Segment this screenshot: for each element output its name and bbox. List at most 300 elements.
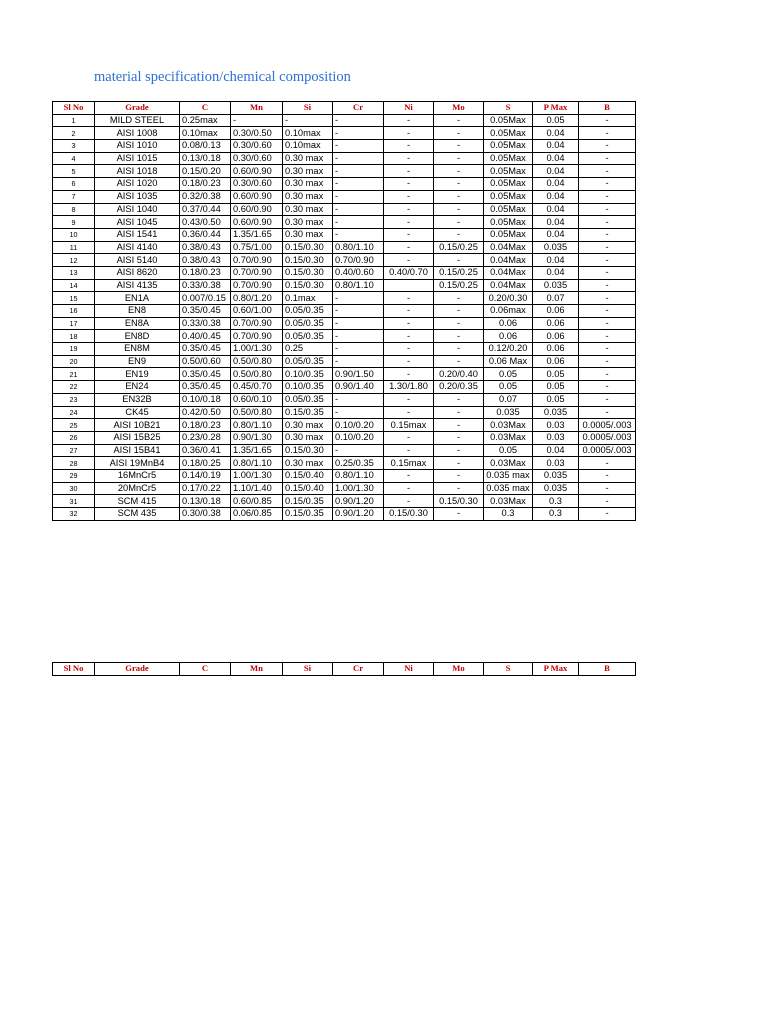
- column-header: Grade: [95, 663, 180, 676]
- table-cell: 0.90/1.40: [333, 381, 384, 394]
- table-cell: 0.06: [484, 330, 533, 343]
- table-cell: 0.18/0.23: [180, 178, 231, 191]
- table-cell: 20: [53, 355, 95, 368]
- table-cell: EN8A: [95, 317, 180, 330]
- table-cell: MILD STEEL: [95, 114, 180, 127]
- composition-table: [52, 101, 636, 521]
- table-cell: -: [579, 381, 636, 394]
- table-cell: 0.30 max: [283, 419, 333, 432]
- table-cell: 0.15/0.30: [434, 495, 484, 508]
- table-cell: AISI 1018: [95, 165, 180, 178]
- table-cell: 24: [53, 406, 95, 419]
- table-cell: -: [434, 431, 484, 444]
- table-cell: AISI 15B25: [95, 431, 180, 444]
- table-cell: -: [384, 190, 434, 203]
- table-cell: EN8D: [95, 330, 180, 343]
- table-cell: -: [384, 355, 434, 368]
- table-cell: 0.30 max: [283, 228, 333, 241]
- table-cell: 1: [53, 114, 95, 127]
- table-cell: -: [434, 203, 484, 216]
- table-row: [53, 393, 636, 406]
- table-cell: -: [384, 216, 434, 229]
- table-cell: 0.007/0.15: [180, 292, 231, 305]
- table-cell: -: [384, 406, 434, 419]
- table-cell: 8: [53, 203, 95, 216]
- table-cell: 0.05/0.35: [283, 317, 333, 330]
- table-cell: 0.15/0.30: [283, 279, 333, 292]
- table-cell: 0.04Max: [484, 241, 533, 254]
- table-cell: 0.06 Max: [484, 355, 533, 368]
- table-cell: 0.90/1.20: [333, 508, 384, 521]
- table-cell: -: [434, 330, 484, 343]
- table-cell: AISI 5140: [95, 254, 180, 267]
- table-cell: -: [434, 355, 484, 368]
- table-cell: AISI 1541: [95, 228, 180, 241]
- table-cell: EN1A: [95, 292, 180, 305]
- table-cell: EN8: [95, 305, 180, 318]
- table-row: [53, 444, 636, 457]
- table-cell: 0.035: [533, 241, 579, 254]
- table-cell: 19: [53, 343, 95, 356]
- table-cell: 26: [53, 431, 95, 444]
- table-cell: AISI 1035: [95, 190, 180, 203]
- table-cell: 0.04Max: [484, 254, 533, 267]
- table-cell: -: [434, 165, 484, 178]
- table-cell: -: [333, 114, 384, 127]
- column-header: Si: [283, 663, 333, 676]
- table-cell: 0.80/1.10: [333, 241, 384, 254]
- table-cell: 0.05: [484, 381, 533, 394]
- column-header: Mo: [434, 102, 484, 115]
- table-cell: 0.40/0.60: [333, 266, 384, 279]
- table-cell: 0.50/0.60: [180, 355, 231, 368]
- table-cell: -: [434, 317, 484, 330]
- table-cell: -: [579, 482, 636, 495]
- table-cell: 0.15/0.35: [283, 406, 333, 419]
- table-cell: EN24: [95, 381, 180, 394]
- table-cell: 0.30/0.60: [231, 152, 283, 165]
- table-cell: 0.36/0.41: [180, 444, 231, 457]
- table-cell: 0.70/0.90: [231, 279, 283, 292]
- table-cell: 0.18/0.23: [180, 266, 231, 279]
- table-cell: 0.15/0.25: [434, 241, 484, 254]
- table-cell: 0.17/0.22: [180, 482, 231, 495]
- table-cell: -: [384, 444, 434, 457]
- table-cell: 0.35/0.45: [180, 305, 231, 318]
- column-header: Mo: [434, 663, 484, 676]
- table-cell: -: [434, 292, 484, 305]
- table-cell: -: [579, 266, 636, 279]
- table-cell: 0.60/0.85: [231, 495, 283, 508]
- table-cell: 0.70/0.90: [333, 254, 384, 267]
- table-cell: 0.12/0.20: [484, 343, 533, 356]
- table-cell: -: [333, 393, 384, 406]
- table-cell: 0.60/0.90: [231, 216, 283, 229]
- table-cell: 0.15/0.40: [283, 469, 333, 482]
- table-cell: 1.00/1.30: [231, 469, 283, 482]
- table-cell: -: [434, 406, 484, 419]
- table-cell: 0.60/0.90: [231, 190, 283, 203]
- table-cell: AISI 1045: [95, 216, 180, 229]
- table-row: [53, 178, 636, 191]
- table-cell: -: [579, 279, 636, 292]
- column-header: C: [180, 663, 231, 676]
- table-cell: 0.15/0.30: [283, 241, 333, 254]
- table-cell: -: [579, 495, 636, 508]
- table-cell: 0.05Max: [484, 178, 533, 191]
- table-cell: 2: [53, 127, 95, 140]
- table-cell: 0.05: [533, 368, 579, 381]
- table-cell: AISI 19MnB4: [95, 457, 180, 470]
- table-cell: 0.30 max: [283, 216, 333, 229]
- table-cell: -: [579, 305, 636, 318]
- table-row: [53, 431, 636, 444]
- table-cell: 0.20/0.30: [484, 292, 533, 305]
- table-row: [53, 114, 636, 127]
- table-cell: 0.33/0.38: [180, 317, 231, 330]
- table-cell: -: [384, 343, 434, 356]
- table-cell: 0.15/0.30: [283, 444, 333, 457]
- table-cell: 0.70/0.90: [231, 317, 283, 330]
- table-cell: 0.05: [484, 444, 533, 457]
- table-cell: 3: [53, 140, 95, 153]
- table-cell: 0.38/0.43: [180, 241, 231, 254]
- table-cell: -: [579, 393, 636, 406]
- header-row: [53, 663, 636, 676]
- table-cell: 31: [53, 495, 95, 508]
- table-cell: -: [384, 114, 434, 127]
- table-cell: 5: [53, 165, 95, 178]
- table-cell: 0.80/1.20: [231, 292, 283, 305]
- table-cell: 0.10max: [283, 140, 333, 153]
- table-cell: 0.10/0.20: [333, 431, 384, 444]
- table-cell: 0.30 max: [283, 165, 333, 178]
- table-cell: 20MnCr5: [95, 482, 180, 495]
- table-cell: -: [434, 482, 484, 495]
- table-row: [53, 127, 636, 140]
- table-cell: 0.30 max: [283, 457, 333, 470]
- table-cell: 0.05/0.35: [283, 305, 333, 318]
- table-cell: -: [434, 457, 484, 470]
- table-cell: 0.60/1.00: [231, 305, 283, 318]
- table-cell: 0.03Max: [484, 419, 533, 432]
- table-cell: 0.70/0.90: [231, 266, 283, 279]
- table-cell: 0.035: [533, 406, 579, 419]
- table-cell: 0.40/0.70: [384, 266, 434, 279]
- table-cell: 0.05: [533, 393, 579, 406]
- table-cell: -: [579, 343, 636, 356]
- table-cell: 0.03: [533, 419, 579, 432]
- table-cell: 0.035: [533, 482, 579, 495]
- table-cell: 0.35/0.45: [180, 343, 231, 356]
- table-cell: 0.05Max: [484, 216, 533, 229]
- table-cell: 7: [53, 190, 95, 203]
- table-cell: 0.06: [533, 343, 579, 356]
- table-cell: 0.90/1.30: [231, 431, 283, 444]
- table-cell: 0.04: [533, 203, 579, 216]
- column-header: Ni: [384, 102, 434, 115]
- table-cell: 21: [53, 368, 95, 381]
- table-cell: 0.90/1.20: [333, 495, 384, 508]
- table-cell: 0.10max: [283, 127, 333, 140]
- table-cell: -: [579, 165, 636, 178]
- table-cell: 0.75/1.00: [231, 241, 283, 254]
- table-cell: 0.15max: [384, 419, 434, 432]
- table-cell: EN32B: [95, 393, 180, 406]
- table-cell: 0.60/0.90: [231, 203, 283, 216]
- table-cell: -: [579, 140, 636, 153]
- table-cell: 0.035 max: [484, 482, 533, 495]
- column-header: S: [484, 663, 533, 676]
- table-row: [53, 381, 636, 394]
- table-row: [53, 203, 636, 216]
- table-cell: 0.30/0.38: [180, 508, 231, 521]
- table-cell: 0.06: [533, 330, 579, 343]
- table-cell: 0.80/1.10: [333, 469, 384, 482]
- table-cell: 27: [53, 444, 95, 457]
- table-cell: 0.50/0.80: [231, 368, 283, 381]
- table-cell: -: [333, 203, 384, 216]
- table-cell: 0.70/0.90: [231, 330, 283, 343]
- table-cell: 0.05: [533, 381, 579, 394]
- table-cell: AISI 1010: [95, 140, 180, 153]
- table-cell: -: [434, 343, 484, 356]
- table-row: [53, 355, 636, 368]
- header-row: [53, 102, 636, 115]
- table-cell: 32: [53, 508, 95, 521]
- table-cell: 0.18/0.23: [180, 419, 231, 432]
- table-cell: -: [434, 469, 484, 482]
- table-cell: 1.00/1.30: [333, 482, 384, 495]
- table-cell: -: [333, 152, 384, 165]
- table-cell: 0.04: [533, 178, 579, 191]
- table-cell: 0.30/0.60: [231, 178, 283, 191]
- table-cell: 0.06: [533, 305, 579, 318]
- table-cell: -: [333, 178, 384, 191]
- table-cell: 0.05Max: [484, 190, 533, 203]
- table-cell: -: [333, 165, 384, 178]
- table-cell: 0.13/0.18: [180, 152, 231, 165]
- table-row: [53, 228, 636, 241]
- table-cell: -: [384, 495, 434, 508]
- table-cell: -: [579, 406, 636, 419]
- table-cell: -: [579, 469, 636, 482]
- table-cell: 0.04: [533, 228, 579, 241]
- table-cell: 0.25max: [180, 114, 231, 127]
- table-cell: 0.25: [283, 343, 333, 356]
- table-cell: 0.70/0.90: [231, 254, 283, 267]
- column-header: Cr: [333, 102, 384, 115]
- table-row: [53, 140, 636, 153]
- table-cell: 0.80/1.10: [231, 419, 283, 432]
- table-cell: 13: [53, 266, 95, 279]
- table-cell: 0.05Max: [484, 165, 533, 178]
- table-cell: 0.15/0.40: [283, 482, 333, 495]
- table-cell: -: [283, 114, 333, 127]
- table-cell: 0.04Max: [484, 266, 533, 279]
- table-row: [53, 190, 636, 203]
- table-cell: 0.80/1.10: [231, 457, 283, 470]
- column-header: P Max: [533, 663, 579, 676]
- table-cell: 0.03Max: [484, 495, 533, 508]
- table-cell: 0.05: [484, 368, 533, 381]
- table-cell: 0.04: [533, 444, 579, 457]
- table-cell: 0.30 max: [283, 203, 333, 216]
- table-cell: CK45: [95, 406, 180, 419]
- table-cell: -: [579, 216, 636, 229]
- table-cell: -: [579, 355, 636, 368]
- table-cell: 0.04: [533, 140, 579, 153]
- table-cell: -: [384, 140, 434, 153]
- table-row: [53, 469, 636, 482]
- table-cell: 0.25/0.35: [333, 457, 384, 470]
- table-cell: 0.07: [533, 292, 579, 305]
- table-cell: 0.15/0.35: [283, 508, 333, 521]
- table-cell: 0.90/1.50: [333, 368, 384, 381]
- table-cell: AISI 4140: [95, 241, 180, 254]
- table-cell: -: [384, 127, 434, 140]
- table-cell: -: [434, 228, 484, 241]
- table-cell: 0.035: [533, 469, 579, 482]
- table-cell: AISI 1008: [95, 127, 180, 140]
- table-cell: 0.05Max: [484, 114, 533, 127]
- table-row: [53, 343, 636, 356]
- table-cell: 0.04Max: [484, 279, 533, 292]
- table-cell: 0.05Max: [484, 140, 533, 153]
- table-cell: 0.04: [533, 254, 579, 267]
- table-cell: 0.05/0.35: [283, 330, 333, 343]
- table-cell: 0.23/0.28: [180, 431, 231, 444]
- table-row: [53, 279, 636, 292]
- table-cell: 1.35/1.65: [231, 444, 283, 457]
- table-row: [53, 317, 636, 330]
- table-cell: 0.05/0.35: [283, 355, 333, 368]
- table-cell: 0.06: [533, 317, 579, 330]
- table-cell: 0.60/0.90: [231, 165, 283, 178]
- table-cell: -: [384, 330, 434, 343]
- table-row: [53, 482, 636, 495]
- table-cell: 0.0005/.003: [579, 444, 636, 457]
- column-header: Sl No: [53, 663, 95, 676]
- table-cell: 0.14/0.19: [180, 469, 231, 482]
- table-cell: 0.40/0.45: [180, 330, 231, 343]
- column-header: Mn: [231, 102, 283, 115]
- table-cell: -: [434, 508, 484, 521]
- table-cell: 0.37/0.44: [180, 203, 231, 216]
- table-cell: -: [434, 178, 484, 191]
- table-cell: -: [434, 419, 484, 432]
- table-cell: 0.30/0.60: [231, 140, 283, 153]
- table-cell: -: [333, 127, 384, 140]
- table-cell: -: [434, 114, 484, 127]
- table-cell: 0.30/0.50: [231, 127, 283, 140]
- table-cell: 0.15/0.35: [283, 495, 333, 508]
- table-cell: 15: [53, 292, 95, 305]
- table-cell: 0.03: [533, 457, 579, 470]
- table-cell: 0.0005/.003: [579, 419, 636, 432]
- table-cell: AISI 1040: [95, 203, 180, 216]
- table-cell: -: [434, 444, 484, 457]
- table-cell: SCM 435: [95, 508, 180, 521]
- table-row: [53, 292, 636, 305]
- table-cell: 0.50/0.80: [231, 355, 283, 368]
- table-cell: -: [579, 127, 636, 140]
- table-cell: 0.33/0.38: [180, 279, 231, 292]
- table-cell: 0.10/0.35: [283, 381, 333, 394]
- table-row: [53, 241, 636, 254]
- table-cell: 1.00/1.30: [231, 343, 283, 356]
- table-cell: 0.38/0.43: [180, 254, 231, 267]
- table-cell: 0.07: [484, 393, 533, 406]
- table-cell: 0.06: [533, 355, 579, 368]
- table-cell: 0.15/0.20: [180, 165, 231, 178]
- table-cell: -: [579, 330, 636, 343]
- table-cell: 0.04: [533, 165, 579, 178]
- table-cell: 0.43/0.50: [180, 216, 231, 229]
- table-cell: -: [579, 114, 636, 127]
- table-cell: EN19: [95, 368, 180, 381]
- table-cell: SCM 415: [95, 495, 180, 508]
- table-cell: -: [434, 216, 484, 229]
- table-cell: -: [384, 317, 434, 330]
- table-cell: EN8M: [95, 343, 180, 356]
- table-cell: -: [384, 393, 434, 406]
- table-cell: 0.035: [533, 279, 579, 292]
- table-cell: 28: [53, 457, 95, 470]
- table-row: [53, 216, 636, 229]
- column-header: B: [579, 102, 636, 115]
- table-cell: 10: [53, 228, 95, 241]
- table-cell: 0.15/0.30: [283, 266, 333, 279]
- table-cell: AISI 1020: [95, 178, 180, 191]
- table-cell: 30: [53, 482, 95, 495]
- column-header: S: [484, 102, 533, 115]
- table-cell: 0.13/0.18: [180, 495, 231, 508]
- table-cell: -: [333, 317, 384, 330]
- table-cell: 0.30 max: [283, 152, 333, 165]
- table-cell: 0.15/0.30: [384, 508, 434, 521]
- table-cell: 1.35/1.65: [231, 228, 283, 241]
- table-row: [53, 266, 636, 279]
- table-cell: -: [384, 469, 434, 482]
- table-cell: 25: [53, 419, 95, 432]
- column-header: Mn: [231, 663, 283, 676]
- table-cell: -: [384, 228, 434, 241]
- table-cell: 0.60/0.10: [231, 393, 283, 406]
- table-cell: -: [384, 368, 434, 381]
- table-cell: -: [434, 127, 484, 140]
- page-title: material specification/chemical composition: [94, 69, 351, 85]
- table-cell: -: [579, 368, 636, 381]
- table-cell: 14: [53, 279, 95, 292]
- table-cell: 0.3: [484, 508, 533, 521]
- table-cell: 0.035 max: [484, 469, 533, 482]
- table-cell: -: [333, 292, 384, 305]
- table-row: [53, 495, 636, 508]
- table-cell: -: [579, 457, 636, 470]
- table-cell: 0.06/0.85: [231, 508, 283, 521]
- table-row: [53, 165, 636, 178]
- table-cell: -: [434, 190, 484, 203]
- table-cell: 29: [53, 469, 95, 482]
- table-cell: 0.03Max: [484, 457, 533, 470]
- table-cell: 6: [53, 178, 95, 191]
- table-cell: -: [333, 140, 384, 153]
- column-header: Si: [283, 102, 333, 115]
- table-cell: -: [333, 343, 384, 356]
- table-cell: 9: [53, 216, 95, 229]
- table-cell: -: [384, 165, 434, 178]
